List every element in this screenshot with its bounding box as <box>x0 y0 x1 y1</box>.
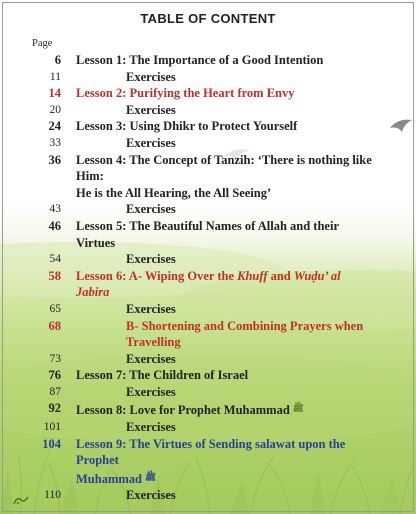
toc-entry-part: Lesson 8: Love for Prophet Muhammad <box>76 403 290 418</box>
toc-row-lesson-3[interactable] <box>0 118 416 135</box>
page-number: 101 <box>43 421 61 434</box>
toc-row-exercises[interactable] <box>0 487 416 504</box>
toc-entry: Exercises <box>126 488 176 503</box>
toc-entry: Exercises <box>126 252 176 267</box>
toc-entry-line: He is the All Hearing, the All Seeing’ <box>76 185 272 200</box>
toc-row-exercises[interactable] <box>0 251 416 268</box>
page-number: 11 <box>49 70 61 83</box>
toc-row-exercises[interactable] <box>0 69 416 86</box>
honorific-icon: ﷺ <box>292 403 304 414</box>
page-number: 110 <box>44 489 61 502</box>
toc-row-lesson-2[interactable] <box>0 85 416 102</box>
page-number: 54 <box>49 253 61 266</box>
calligraphy-emblem-icon <box>12 494 30 506</box>
toc-entry-italic: Khuff <box>237 268 268 283</box>
toc-entry-line: B- Shortening and Combining Prayers when <box>126 318 364 333</box>
toc-entry: Lesson 2: Purifying the Heart from Envy <box>76 86 295 101</box>
page-number: 73 <box>49 352 61 365</box>
toc-entry-line: Travelling <box>126 335 181 350</box>
page-number: 43 <box>49 203 61 216</box>
page-number: 20 <box>49 103 61 116</box>
toc-entry <box>76 436 376 488</box>
page-column-heading: Page <box>32 38 53 49</box>
toc-row-exercises[interactable] <box>0 201 416 218</box>
toc-entry <box>76 318 381 351</box>
toc-entry-line: Lesson 4: The Concept of Tanzih: ‘There is nothing like Him: <box>76 152 372 184</box>
toc-entry: Exercises <box>126 384 176 399</box>
toc-entry: Exercises <box>126 69 176 84</box>
toc-row-exercises[interactable] <box>0 135 416 152</box>
toc-row-exercises[interactable] <box>0 301 416 318</box>
toc-entry: Lesson 5: The Beautiful Names of Allah and their Virtues <box>76 218 339 250</box>
toc-entry: Exercises <box>126 102 176 117</box>
page-number: 58 <box>48 268 61 283</box>
toc-row-lesson-5[interactable] <box>0 218 416 251</box>
page-number: 65 <box>49 302 61 315</box>
page-title: TABLE OF CONTENT <box>140 11 276 26</box>
page-number: 92 <box>48 401 61 416</box>
toc-row-lesson-8[interactable] <box>0 400 416 419</box>
toc-entry: Exercises <box>126 135 176 150</box>
page-number: 14 <box>48 86 61 101</box>
toc-row-exercises[interactable] <box>0 351 416 368</box>
toc-entry: Exercises <box>126 351 176 366</box>
page-number: 76 <box>48 368 61 383</box>
toc-row-lesson-1[interactable] <box>0 52 416 69</box>
toc-entry-italic: Wuḍu’ al Jabira <box>76 268 341 300</box>
honorific-icon: ﷺ <box>145 471 156 482</box>
page-number: 46 <box>48 218 61 233</box>
toc-entry: Exercises <box>126 202 176 217</box>
page-number: 24 <box>48 119 61 134</box>
toc-entry: Exercises <box>126 301 176 316</box>
toc-row-lesson-6b[interactable] <box>0 318 416 351</box>
toc-entry <box>76 400 376 419</box>
toc-entry-part: and <box>267 268 294 283</box>
toc-row-exercises[interactable] <box>0 384 416 401</box>
toc-entry-part: Muhammad <box>76 471 142 486</box>
toc-row-exercises[interactable] <box>0 419 416 436</box>
page-number: 68 <box>48 318 61 333</box>
toc-entry: Exercises <box>126 420 176 435</box>
page-number: 104 <box>42 436 61 451</box>
toc-row-lesson-4[interactable] <box>0 152 416 202</box>
toc-list <box>0 52 416 504</box>
toc-row-lesson-6a[interactable] <box>0 268 416 301</box>
toc-row-lesson-7[interactable] <box>0 367 416 384</box>
toc-entry: Lesson 7: The Children of Israel <box>76 368 249 383</box>
toc-row-exercises[interactable] <box>0 102 416 119</box>
toc-entry <box>76 268 376 301</box>
toc-row-lesson-9[interactable] <box>0 436 416 488</box>
toc-entry: Lesson 3: Using Dhikr to Protect Yourself <box>76 119 298 134</box>
toc-entry <box>76 152 376 202</box>
page-number: 33 <box>49 136 61 149</box>
toc-entry-part: Lesson 6: A- Wiping Over the <box>76 268 238 283</box>
page-number: 6 <box>54 53 61 67</box>
toc-entry-line: Lesson 9: The Virtues of Sending salawat upon the Prophet <box>76 436 346 468</box>
toc-entry-line <box>76 469 376 488</box>
toc-entry: Lesson 1: The Importance of a Good Intention <box>76 53 324 67</box>
page-number: 87 <box>49 385 61 398</box>
page-number: 36 <box>48 152 61 167</box>
